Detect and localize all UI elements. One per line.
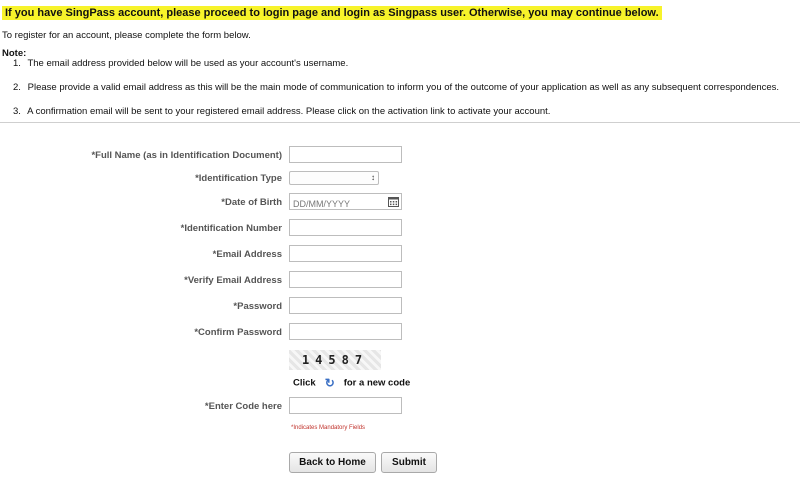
new-code-label: for a new code xyxy=(343,377,411,389)
verify-email-label: *Verify Email Address xyxy=(184,275,282,286)
id-number-row xyxy=(0,219,800,239)
enter-code-row xyxy=(0,397,800,417)
dob-row xyxy=(0,193,800,213)
id-number-input[interactable] xyxy=(289,219,402,236)
verify-email-row xyxy=(0,271,800,291)
id-type-select[interactable] xyxy=(289,171,379,185)
confirm-password-row xyxy=(0,323,800,343)
enter-code-input[interactable] xyxy=(289,397,402,414)
note-number: 3. xyxy=(13,106,21,117)
full-name-input[interactable] xyxy=(289,146,402,163)
mandatory-fields-note: *Indicates Mandatory Fields xyxy=(291,425,366,431)
note-item xyxy=(13,58,779,69)
email-label: *Email Address xyxy=(212,249,282,260)
confirm-password-input[interactable] xyxy=(289,323,402,340)
note-text: Please provide a valid email address as this will be the main mode of communication to inform you of the outcome of your application as well as any subsequent correspondences. xyxy=(27,82,780,93)
password-input[interactable] xyxy=(289,297,402,314)
id-type-row xyxy=(0,171,800,191)
dob-input[interactable] xyxy=(290,197,386,212)
password-label: *Password xyxy=(233,301,282,312)
dob-label: *Date of Birth xyxy=(221,197,282,208)
full-name-label: *Full Name (as in Identification Document) xyxy=(91,150,282,161)
notes-list xyxy=(13,58,779,130)
enter-code-label: *Enter Code here xyxy=(204,401,282,412)
back-to-home-button[interactable]: Back to Home xyxy=(289,452,376,473)
note-text: A confirmation email will be sent to your registered email address. Please click on the activation link to activate your account. xyxy=(27,106,551,117)
intro-text: To register for an account, please complete the form below. xyxy=(2,30,251,41)
email-row xyxy=(0,245,800,265)
captcha-image: 14587 xyxy=(289,350,381,370)
dob-field xyxy=(289,193,402,210)
note-text: The email address provided below will be used as your account's username. xyxy=(27,58,349,69)
id-type-label: *Identification Type xyxy=(195,173,282,184)
email-input[interactable] xyxy=(289,245,402,262)
note-number: 1. xyxy=(13,58,21,69)
submit-button[interactable]: Submit xyxy=(381,452,437,473)
verify-email-input[interactable] xyxy=(289,271,402,288)
click-label: Click xyxy=(293,377,316,389)
note-heading: Note: xyxy=(2,48,27,59)
note-item xyxy=(13,82,779,93)
section-divider xyxy=(0,122,800,123)
singpass-notice-banner: If you have SingPass account, please proceed to login page and login as Singpass user. Otherwise, you may continue below. xyxy=(2,6,662,20)
id-number-label: *Identification Number xyxy=(180,223,282,234)
note-number: 2. xyxy=(13,82,21,93)
full-name-row xyxy=(0,146,800,166)
password-row xyxy=(0,297,800,317)
captcha-refresh-row xyxy=(293,376,410,390)
updown-arrow-icon: ↕ xyxy=(371,173,375,182)
refresh-icon[interactable]: ↻ xyxy=(324,376,335,390)
note-item xyxy=(13,106,779,117)
calendar-icon[interactable] xyxy=(388,196,399,207)
confirm-password-label: *Confirm Password xyxy=(194,327,282,338)
